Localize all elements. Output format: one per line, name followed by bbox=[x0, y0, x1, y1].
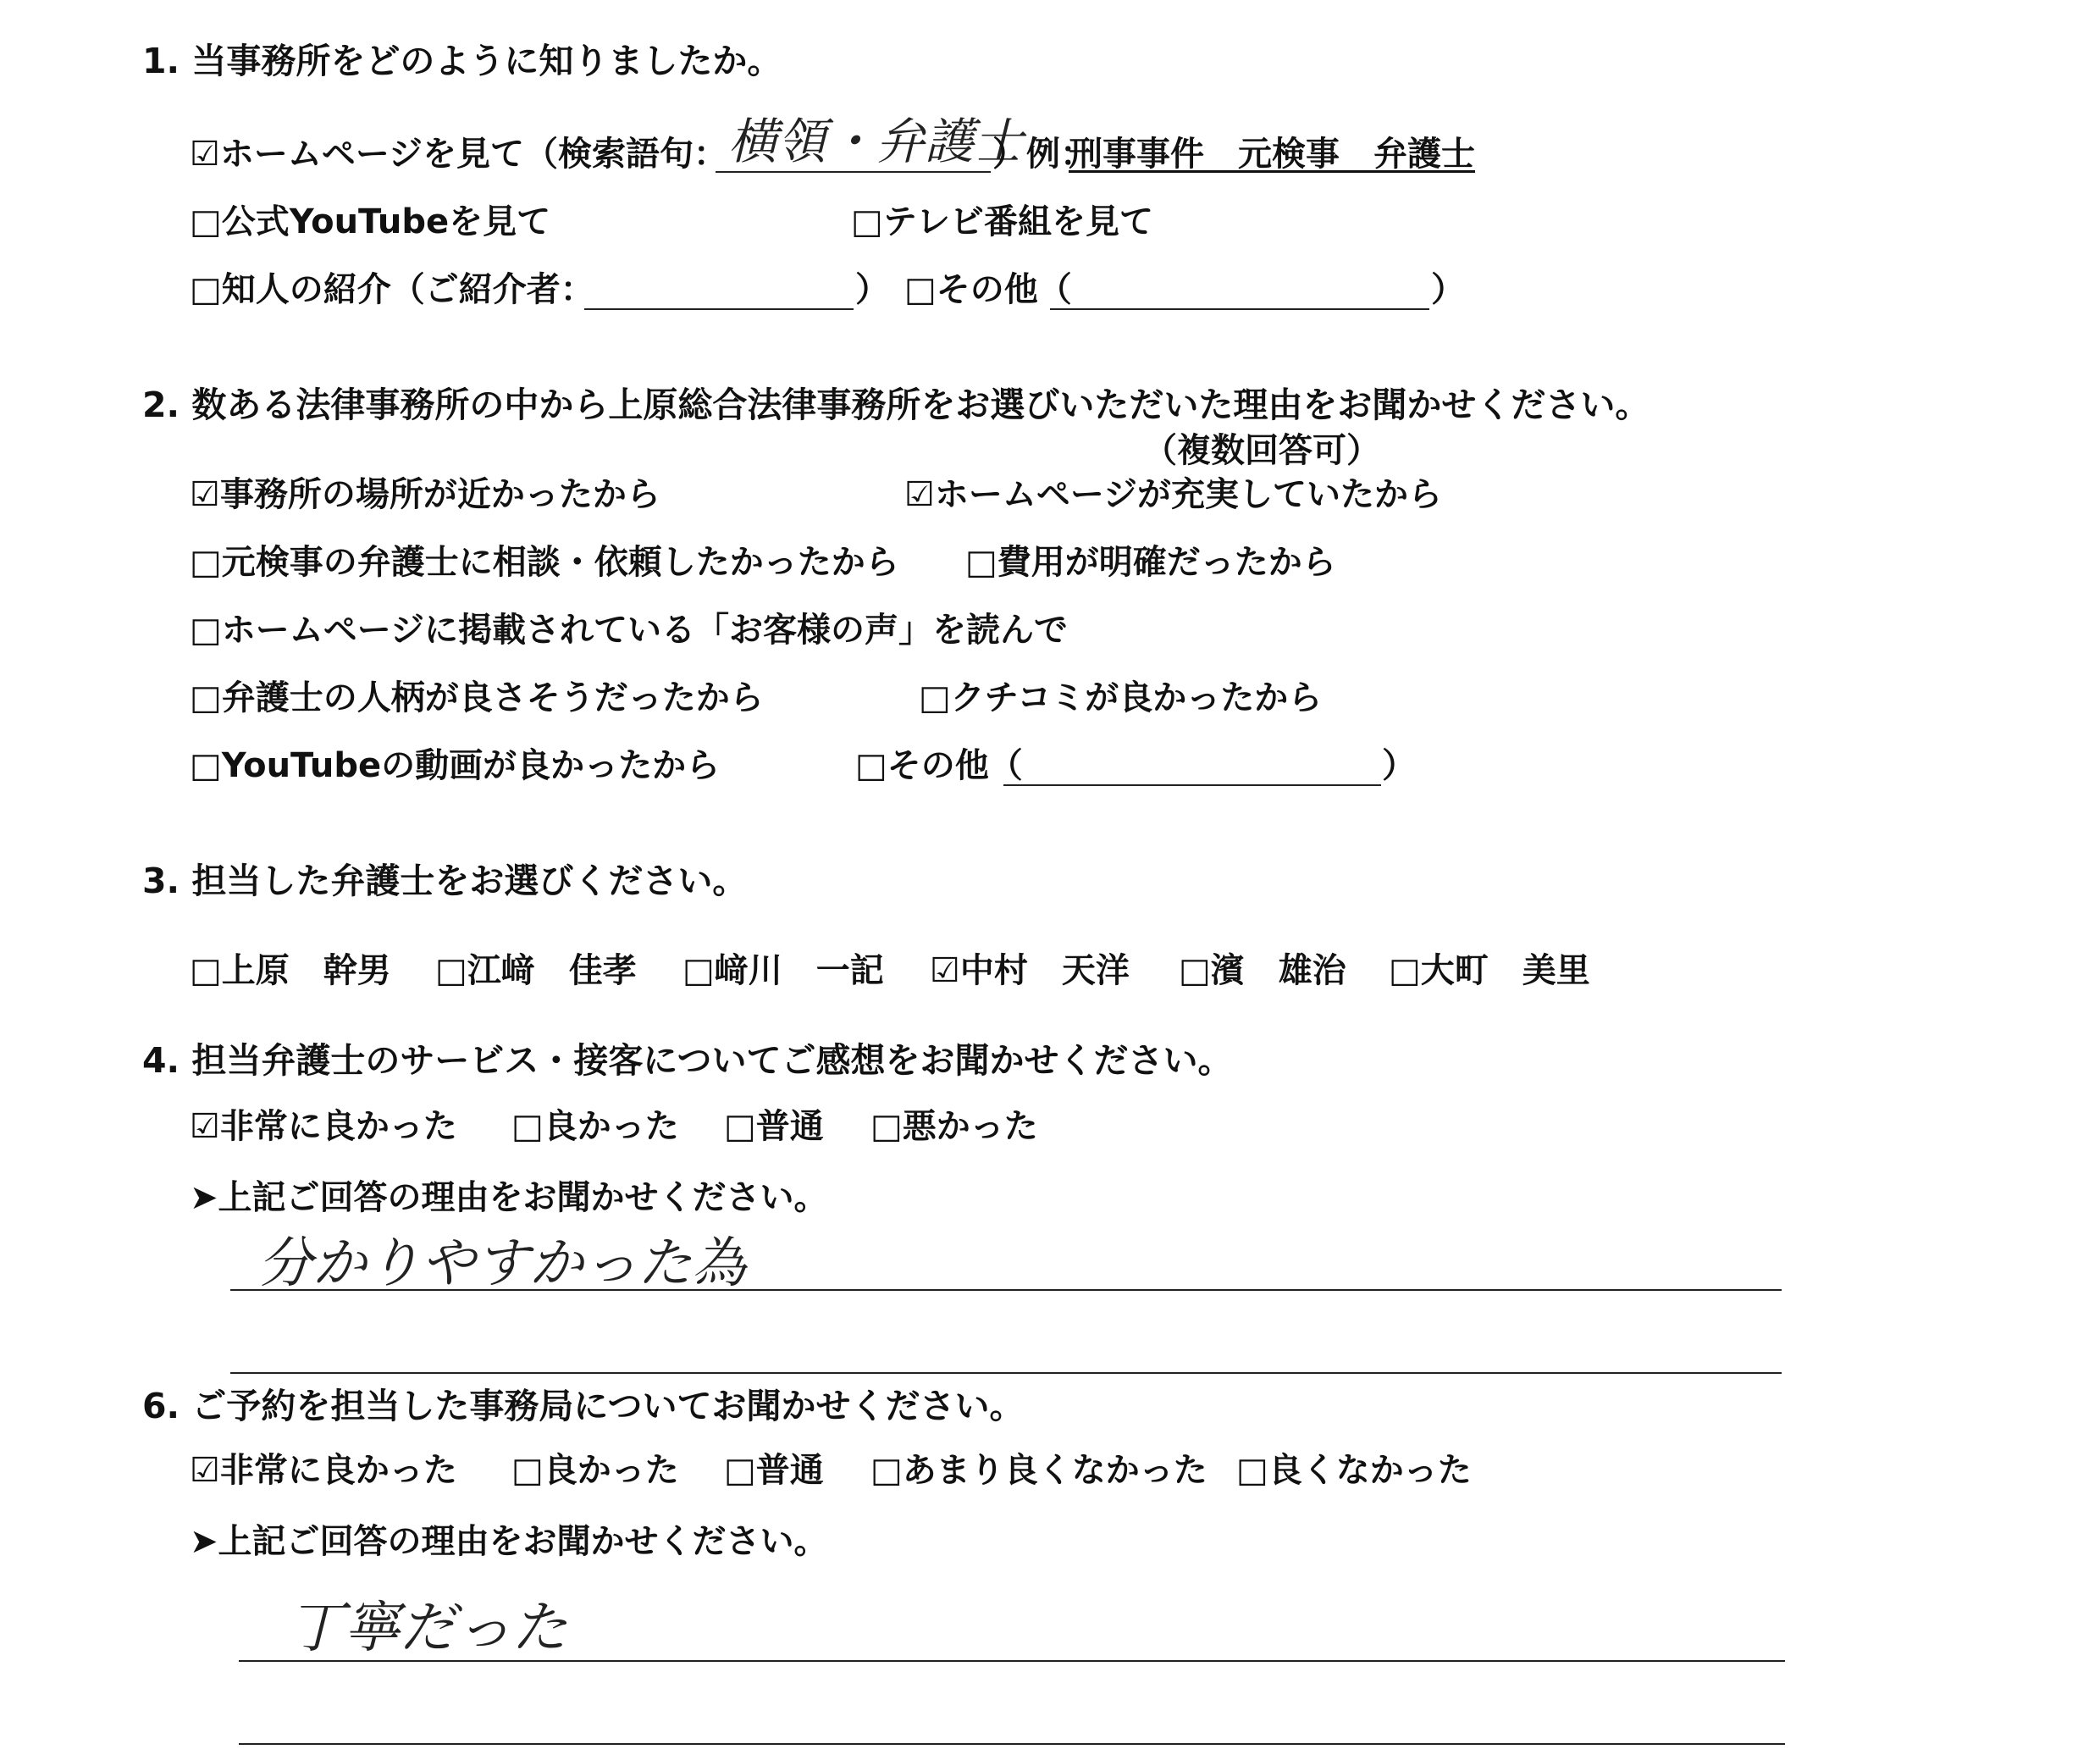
q3-lawyer-nakamura[interactable]: ☑中村 天洋 bbox=[930, 951, 1130, 990]
q4-option-very-good[interactable]: ☑非常に良かった bbox=[190, 1107, 457, 1146]
q1-hp-close: ）例： bbox=[992, 135, 1094, 174]
q3-lawyer-hama[interactable]: □濱 雄治 bbox=[1179, 951, 1346, 990]
q3-lawyer-uehara[interactable]: □上原 幹男 bbox=[190, 951, 391, 990]
q6-reason-line-2[interactable] bbox=[239, 1743, 1785, 1745]
q2-former-prosecutor-checkbox[interactable]: □元検事の弁護士に相談・依頼したかったから bbox=[190, 543, 899, 582]
q2-multiple-note: （複数回答可） bbox=[1143, 431, 1380, 470]
q2-youtube-checkbox[interactable]: □YouTubeの動画が良かったから bbox=[190, 746, 721, 785]
q4-title: 4. 担当弁護士のサービス・接客についてご感想をお聞かせください。 bbox=[142, 1040, 1233, 1081]
q4-reason-prompt: ➤上記ご回答の理由をお聞かせください。 bbox=[190, 1178, 828, 1217]
q4-reason-line-2[interactable] bbox=[230, 1372, 1782, 1374]
q4-reason-answer: 分かりやすかった為 bbox=[258, 1232, 746, 1295]
q1-referral-close: ） bbox=[855, 270, 889, 309]
q6-option-not-good[interactable]: □良くなかった bbox=[1236, 1451, 1472, 1490]
q1-search-term-line bbox=[716, 171, 991, 173]
q1-referral-checkbox[interactable]: □知人の紹介（ご紹介者： bbox=[190, 270, 594, 309]
q2-other-close: ） bbox=[1382, 746, 1416, 785]
q2-fee-checkbox[interactable]: □費用が明確だったから bbox=[965, 543, 1336, 582]
q1-other-checkbox[interactable]: □その他（ bbox=[904, 270, 1072, 309]
q6-option-not-very-good[interactable]: □あまり良くなかった bbox=[870, 1451, 1208, 1490]
q6-reason-answer: 丁寧だった bbox=[288, 1595, 567, 1660]
q4-option-normal[interactable]: □普通 bbox=[724, 1107, 824, 1146]
q1-homepage-checkbox[interactable]: ☑ホームページを見て（検索語句： bbox=[190, 135, 728, 174]
q1-other-close: ） bbox=[1431, 270, 1465, 309]
q2-reviews-checkbox[interactable]: □クチコミが良かったから bbox=[919, 678, 1323, 717]
q2-voices-checkbox[interactable]: □ホームページに掲載されている「お客様の声」を読んで bbox=[190, 611, 1068, 650]
q2-homepage-checkbox[interactable]: ☑ホームページが充実していたから bbox=[904, 475, 1443, 514]
q3-title: 3. 担当した弁護士をお選びください。 bbox=[142, 861, 748, 901]
q1-other-line bbox=[1050, 308, 1429, 310]
q1-tv-checkbox[interactable]: □テレビ番組を見て bbox=[851, 202, 1153, 241]
q2-personality-checkbox[interactable]: □弁護士の人柄が良さそうだったから bbox=[190, 678, 764, 717]
q6-title: 6. ご予約を担当した事務局についてお聞かせください。 bbox=[142, 1386, 1025, 1426]
q4-reason-line-1[interactable] bbox=[230, 1289, 1782, 1291]
q1-title: 1. 当事務所をどのように知りましたか。 bbox=[142, 41, 782, 81]
q2-location-checkbox[interactable]: ☑事務所の場所が近かったから bbox=[190, 475, 660, 514]
q2-other-checkbox[interactable]: □その他（ bbox=[855, 746, 1023, 785]
q6-option-normal[interactable]: □普通 bbox=[724, 1451, 824, 1490]
q1-hp-example: 刑事事件 元検事 弁護士 bbox=[1069, 135, 1475, 174]
q6-option-good[interactable]: □良かった bbox=[511, 1451, 679, 1490]
q1-search-term-answer: 横領・弁護士 bbox=[728, 113, 1024, 170]
q1-referral-line bbox=[584, 308, 854, 310]
q1-youtube-checkbox[interactable]: □公式YouTubeを見て bbox=[190, 202, 551, 241]
q4-option-bad[interactable]: □悪かった bbox=[870, 1107, 1038, 1146]
q4-option-good[interactable]: □良かった bbox=[511, 1107, 679, 1146]
q6-reason-prompt: ➤上記ご回答の理由をお聞かせください。 bbox=[190, 1522, 828, 1561]
q3-lawyer-ezaki[interactable]: □江﨑 佳孝 bbox=[435, 951, 637, 990]
q2-title: 2. 数ある法律事務所の中から上原総合法律事務所をお選びいただいた理由をお聞かせください。 bbox=[142, 385, 1650, 425]
q2-other-line bbox=[1003, 784, 1381, 786]
q6-option-very-good[interactable]: ☑非常に良かった bbox=[190, 1451, 457, 1490]
q6-reason-line-1[interactable] bbox=[239, 1660, 1785, 1662]
q3-lawyer-sakikawa[interactable]: □﨑川 一記 bbox=[682, 951, 884, 990]
q3-lawyer-omachi[interactable]: □大町 美里 bbox=[1389, 951, 1590, 990]
